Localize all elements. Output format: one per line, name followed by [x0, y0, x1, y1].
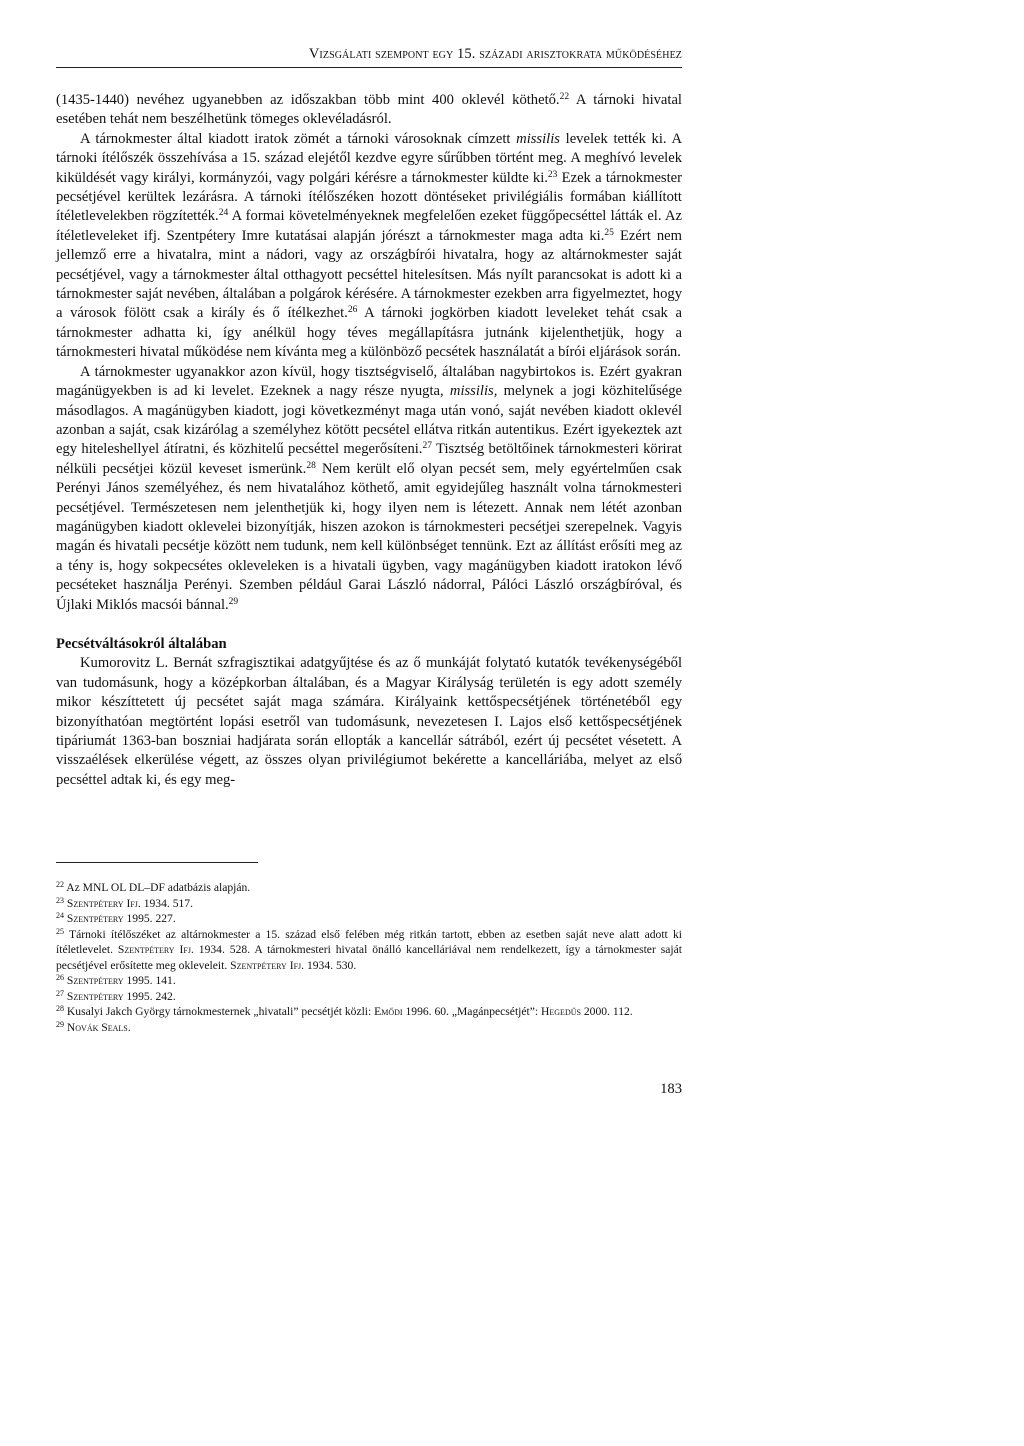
- text-run: A tárnokmester ugyanakkor azon kívül, hogy tisztségviselő, általában nagybirtokos is. Ezért gyakran magánügyekben is ad ki levelet. Ezeknek a nagy része nyugta,: [56, 363, 682, 400]
- text-run: levelek tették ki. A tárnoki ítélőszék összehívása a 15. század elejétől kezdve egyre sűrűbben történt meg. A meghívó levelek kiküldését vagy királyi, kormányzói, vagy polgári kérésre a tárnokmester küldte ki.: [56, 130, 682, 186]
- section-paragraphs: [56, 654, 682, 790]
- text-run: 1996. 60. „Magánpecsétjét”:: [402, 1005, 542, 1018]
- text-run: A tárnokmester által kiadott iratok zömét a tárnoki városoknak címzett: [80, 130, 517, 147]
- author-name: Novák Seals: [66, 1020, 128, 1034]
- text-run: . 1934. 517.: [137, 896, 193, 910]
- running-head: Vizsgálati szempont egy 15. századi arisztokrata működéséhez: [308, 46, 682, 62]
- text-run: (1435-1440) nevéhez ugyanebben az időszakban több mint 400 oklevél köthető.: [56, 92, 560, 108]
- footnotes: [56, 880, 682, 1035]
- footnote-reference: 23: [547, 169, 558, 180]
- author-name: Szentpétery: [66, 989, 124, 1003]
- footnote: [56, 989, 682, 1005]
- text-run: A tárnoki hivatal esetében tehát nem beszélhetünk tömeges oklevéladásról.: [56, 92, 682, 128]
- footnote: [56, 896, 682, 912]
- footnote-number: 27: [56, 988, 64, 998]
- body-paragraph: [56, 654, 682, 790]
- author-name: Szentpétery Ifj: [230, 958, 302, 972]
- author-name: Szentpétery: [66, 974, 124, 987]
- text-run: Tárnoki ítélőszéket az altárnokmester a 15. század első felében még ritkán tartott, ebben az esetben saját neve alatt adott ki ítéletlevelet.: [56, 927, 682, 956]
- body-paragraph: [56, 91, 682, 130]
- body-paragraphs: [56, 91, 682, 615]
- footnote-number: 22: [56, 880, 64, 889]
- text-run: Ezért nem jellemző erre a hivatalra, mint a nádori, vagy az országbírói hivatalra, hogy az altárnokmester saját pecsétjével, vagy a tárnokmester által otthagyott pecséttel hitelesítsen. Más nyílt parancsokat is adott ki a tárnokmester saját nevében, általában a polgárok kérésére. A tárnokmester ezekben arra figyelmeztet, hogy a városok fölött csak a király és ő ítélkezhet.: [56, 227, 682, 322]
- author-name: Emődi: [374, 1005, 403, 1018]
- footnote: [56, 973, 682, 989]
- footnote: [56, 880, 682, 896]
- text-run: Nem került elő olyan pecsét sem, mely egyértelműen csak Perényi János személyéhez, és nem hivatalához köthető, amit egyidejűleg használt volna tárnokmesteri pecsétjével. Természetesen nem jelenthetjük ki, hogy ilyen nem is létezett. Annak nem létét azonban magánügyben kiadott oklevelei bizonyítják, hiszen azokon is tárnokmesteri pecsétjei szerepelnek. Vagyis magán és hivatali pecsétje között nem tudunk, nem kell különbséget tennünk. Ezt az állítást erősíti meg az a tény is, hogy sokpecsétes okleveleken is a hivatali ügyben, vagy magánügyben kiadott iratokon lévő pecséteket használja Perényi. Szemben például Garai László nádorral, Pálóci László országbíróval, és Újlaki Miklós macsói bánnal.: [56, 460, 682, 613]
- italic-text: missilis,: [449, 383, 498, 400]
- author-name: Szentpétery Ifj: [66, 896, 138, 910]
- text-run: 2000. 112.: [580, 1005, 633, 1018]
- footnote-reference: 26: [347, 305, 358, 316]
- text-run: melynek a jogi közhitelűsége másodlagos. A magánügyben kiadott, jogi következményt maga után vonó, saját nevében kiadott oklevél azonban a saját, csak kizárólag a személyhez kötött pecsétel ellátva ritkán autentikus. Ezért igyekeztek azt egy hiteleshellyel átíratni, és közhitelű pecséttel megerősíteni.: [56, 383, 683, 458]
- footnote-reference: 22: [559, 92, 570, 102]
- text-run: .: [127, 1020, 131, 1034]
- text-run: 1995. 227.: [123, 912, 176, 925]
- footnote: [56, 927, 682, 974]
- text-run: A formai követelményeknek megfelelően ezeket függőpecséttel látták el. Az ítéletleveleket ifj. Szentpétery Imre kutatásai alapján jórészt a tárnokmester maga adta ki.: [56, 208, 682, 244]
- text-run: . 1934. 530.: [301, 958, 357, 972]
- footnote-reference: 27: [422, 441, 432, 452]
- footnote: [56, 1004, 682, 1020]
- footnote-number: 24: [56, 911, 64, 920]
- text-run: 1995. 141.: [123, 974, 176, 987]
- text-run: Ezek a tárnokmester pecsétjével kerültek lezárásra. A tárnoki ítélőszéken hozott döntéseket privilégiális formában kiállított ítéletlevelekben rögzítették.: [56, 169, 682, 225]
- text-run: A tárnoki jogkörben kiadott leveleket tehát csak a tárnokmester adhatta ki, így anélkül hogy téves megállapításra jutnánk kijelenthetjük, hogy a tárnokmesteri hivatal működése nem kívánta meg a különböző pecsétek használatát a bírói eljárások során.: [56, 305, 682, 361]
- text-run: . 1934. 528. A tárnokmesteri hivatal önálló kancelláriával nem rendelkezett, így a tárnokmester saját pecsétjével erősítette meg okleveleit.: [56, 943, 682, 972]
- footnote-number: 29: [56, 1019, 64, 1029]
- footnote-number: 28: [56, 1004, 64, 1013]
- text-run: Kumorovitz L. Bernát szfragisztikai adatgyűjtése és az ő munkáját folytató kutatók tevékenységéből van tudomásunk, hogy a középkorban általában, és a Magyar Királyság területén is egy adott személy mikor készíttetett új pecsétet saját maga számára. Királyaink kettőspecsétjének történetéből egy bizonyíthatóan megtörtént lopási esetről van tudomásunk, nevezetesen I. Lajos első kettőspecsétjének tipáriumát 1363-ban boszniai hadjárata során ellopták a kancellár sátrából, ezért új pecsétet vésetett. A visszaélések elkerülése végett, az összes olyan privilégiumot bekérette a kancelláriába, melyet az első pecséttel adtak ki, és egy meg-: [56, 655, 682, 788]
- body-paragraph: [56, 363, 682, 615]
- text-run: Tisztség betöltőinek tárnokmesteri körirat nélküli pecsétjei közül keveset ismerünk.: [56, 441, 682, 477]
- page-number: 183: [660, 1081, 682, 1097]
- author-name: Szentpétery: [66, 912, 124, 925]
- author-name: Szentpétery Ifj: [117, 943, 191, 956]
- footnote-reference: 24: [218, 208, 229, 219]
- footnote-number: 26: [56, 973, 64, 982]
- footnote-reference: 28: [306, 460, 316, 471]
- footnote: [56, 911, 682, 927]
- text-run: Kusalyi Jakch György tárnokmesternek „hivatali” pecsétjét közli:: [66, 1005, 375, 1018]
- section-heading: Pecsétváltásokról általában: [56, 635, 227, 652]
- footnote: [56, 1020, 682, 1036]
- text-run: Az MNL OL DL–DF adatbázis alapján.: [66, 881, 251, 894]
- footnote-number: 25: [56, 926, 64, 936]
- header-rule: [56, 67, 682, 68]
- body-text: [56, 91, 682, 790]
- body-paragraph: [56, 130, 682, 363]
- footnote-separator: [56, 862, 258, 863]
- footnote-number: 23: [56, 895, 64, 905]
- text-run: 1995. 242.: [123, 989, 176, 1003]
- italic-text: missilis: [516, 130, 560, 147]
- footnote-reference: 25: [604, 227, 614, 238]
- footnote-reference: 29: [228, 596, 239, 607]
- author-name: Hegedűs: [541, 1005, 581, 1018]
